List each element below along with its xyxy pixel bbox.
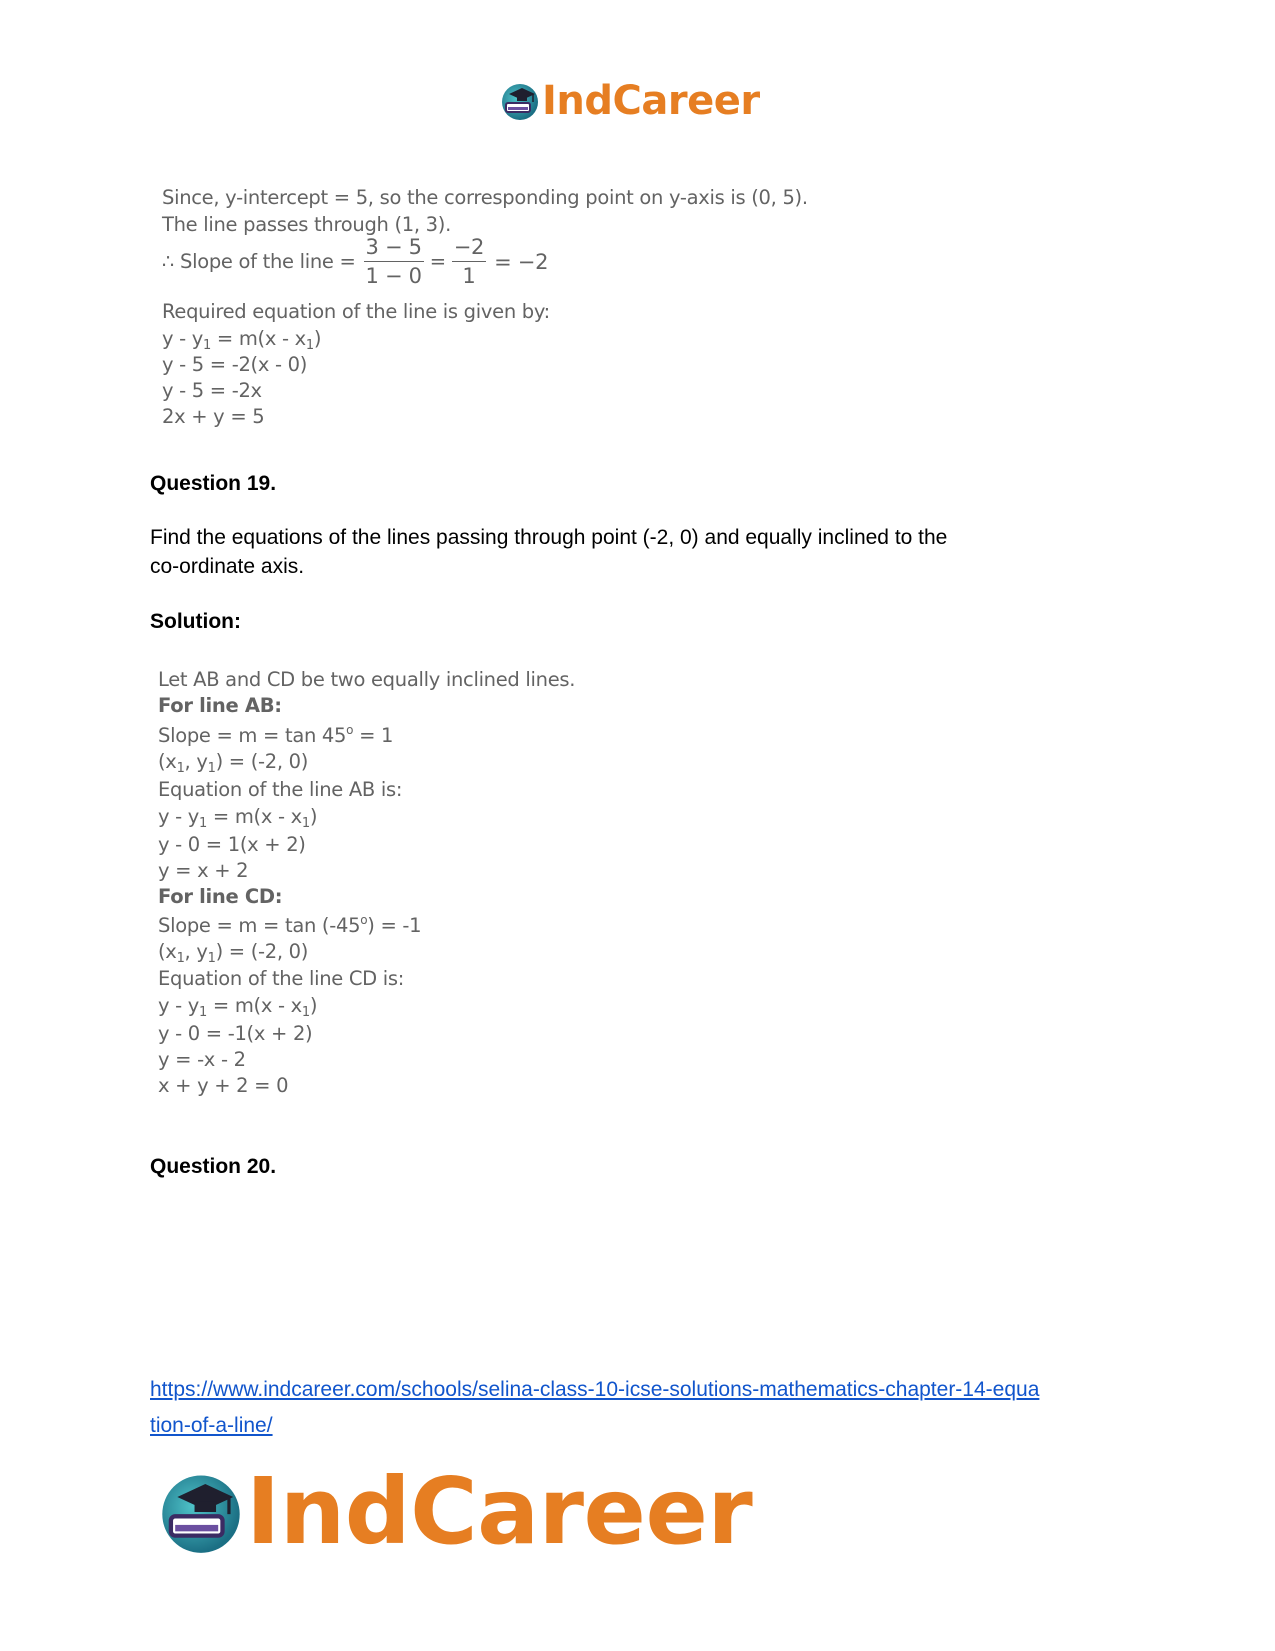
footer-logo (158, 1458, 752, 1565)
equation-line: y - 5 = -2x (162, 379, 262, 402)
fraction-denominator: 1 − 0 (365, 264, 422, 288)
graduation-cap-book-globe-icon (158, 1469, 244, 1555)
solution-line: Equation of the line AB is: (158, 778, 403, 801)
equation-text: , y (184, 940, 208, 963)
equation-line: y - 0 = 1(x + 2) (158, 833, 306, 856)
slope-calculation (162, 235, 548, 288)
source-link-line2[interactable]: tion-of-a-line/ (150, 1414, 273, 1437)
brand-wordmark: IndCareer (246, 1458, 753, 1565)
slope-prefix: ∴ Slope of the line = (162, 250, 356, 273)
question-19-title: Question 19. (150, 472, 277, 495)
header-logo (500, 78, 760, 124)
subheading-line-cd: For line CD: (158, 885, 283, 908)
equation-text: = m(x - x (207, 994, 302, 1017)
equation-text: (x (158, 940, 177, 963)
slope-line (158, 724, 393, 747)
equation-text: (x (158, 750, 177, 773)
equation-text: ) = (-2, 0) (215, 750, 309, 773)
subscript: 1 (305, 338, 314, 353)
source-link-line1[interactable]: https://www.indcareer.com/schools/selina-class-10-icse-solutions-mathematics-chapter-14-equa (150, 1378, 1040, 1401)
graduation-cap-book-globe-icon (500, 81, 540, 121)
subscript: 1 (207, 761, 216, 776)
subscript: 1 (207, 951, 216, 966)
equation-line: y - 5 = -2(x - 0) (162, 353, 308, 376)
equation-line (162, 327, 322, 353)
question-19-text: Find the equations of the lines passing through point (-2, 0) and equally inclined to the (150, 526, 948, 549)
point-line (158, 940, 309, 966)
equation-line: x + y + 2 = 0 (158, 1074, 289, 1097)
solution-line: Let AB and CD be two equally inclined lines. (158, 668, 576, 691)
subscript: 1 (176, 761, 185, 776)
equation-text: y - y (158, 805, 200, 828)
solution-line: Required equation of the line is given by: (162, 300, 550, 323)
slope-line (158, 914, 421, 937)
equation-text: , y (184, 750, 208, 773)
equation-text: = m(x - x (207, 805, 302, 828)
degree-superscript: o (360, 913, 368, 927)
equation-text: ) = -1 (367, 914, 422, 937)
equals-sign: = (429, 250, 446, 273)
fraction-numerator: −2 (452, 235, 486, 262)
equation-text: y - y (158, 994, 200, 1017)
equation-line: y = -x - 2 (158, 1048, 246, 1071)
subscript: 1 (301, 1005, 310, 1020)
subscript: 1 (176, 951, 185, 966)
equation-text: ) = (-2, 0) (215, 940, 309, 963)
question-20-title: Question 20. (150, 1155, 277, 1178)
equation-text: = m(x - x (211, 327, 306, 350)
equation-line: y = x + 2 (158, 859, 249, 882)
equation-line: 2x + y = 5 (162, 405, 265, 428)
slope-result: = −2 (494, 249, 549, 274)
subscript: 1 (199, 1005, 207, 1020)
equation-text: y - y (162, 327, 204, 350)
solution-label: Solution: (150, 610, 241, 633)
equation-text: Slope = m = tan (-45 (158, 914, 361, 937)
solution-line: The line passes through (1, 3). (162, 213, 451, 236)
equation-text: Slope = m = tan 45 (158, 724, 347, 747)
equation-text: ) (309, 805, 318, 828)
question-19-text: co-ordinate axis. (150, 555, 305, 578)
question-19-solution (158, 668, 758, 1118)
subscript: 1 (301, 816, 310, 831)
equation-text: ) (313, 327, 322, 350)
brand-wordmark: IndCareer (542, 78, 760, 124)
simplified-fraction (452, 235, 486, 288)
equation-text: = 1 (353, 724, 394, 747)
equation-line (158, 994, 318, 1020)
subheading-line-ab: For line AB: (158, 694, 282, 717)
fraction-denominator: 1 (462, 264, 476, 288)
subscript: 1 (203, 338, 211, 353)
degree-superscript: o (346, 723, 354, 737)
point-line (158, 750, 309, 776)
slope-fraction (364, 235, 424, 288)
equation-text: ) (309, 994, 318, 1017)
solution-line: Equation of the line CD is: (158, 967, 405, 990)
previous-solution (162, 183, 862, 433)
equation-line (158, 805, 318, 831)
subscript: 1 (199, 816, 207, 831)
fraction-numerator: 3 − 5 (364, 235, 424, 262)
equation-line: y - 0 = -1(x + 2) (158, 1022, 313, 1045)
solution-line: Since, y-intercept = 5, so the corresponding point on y-axis is (0, 5). (162, 186, 808, 209)
